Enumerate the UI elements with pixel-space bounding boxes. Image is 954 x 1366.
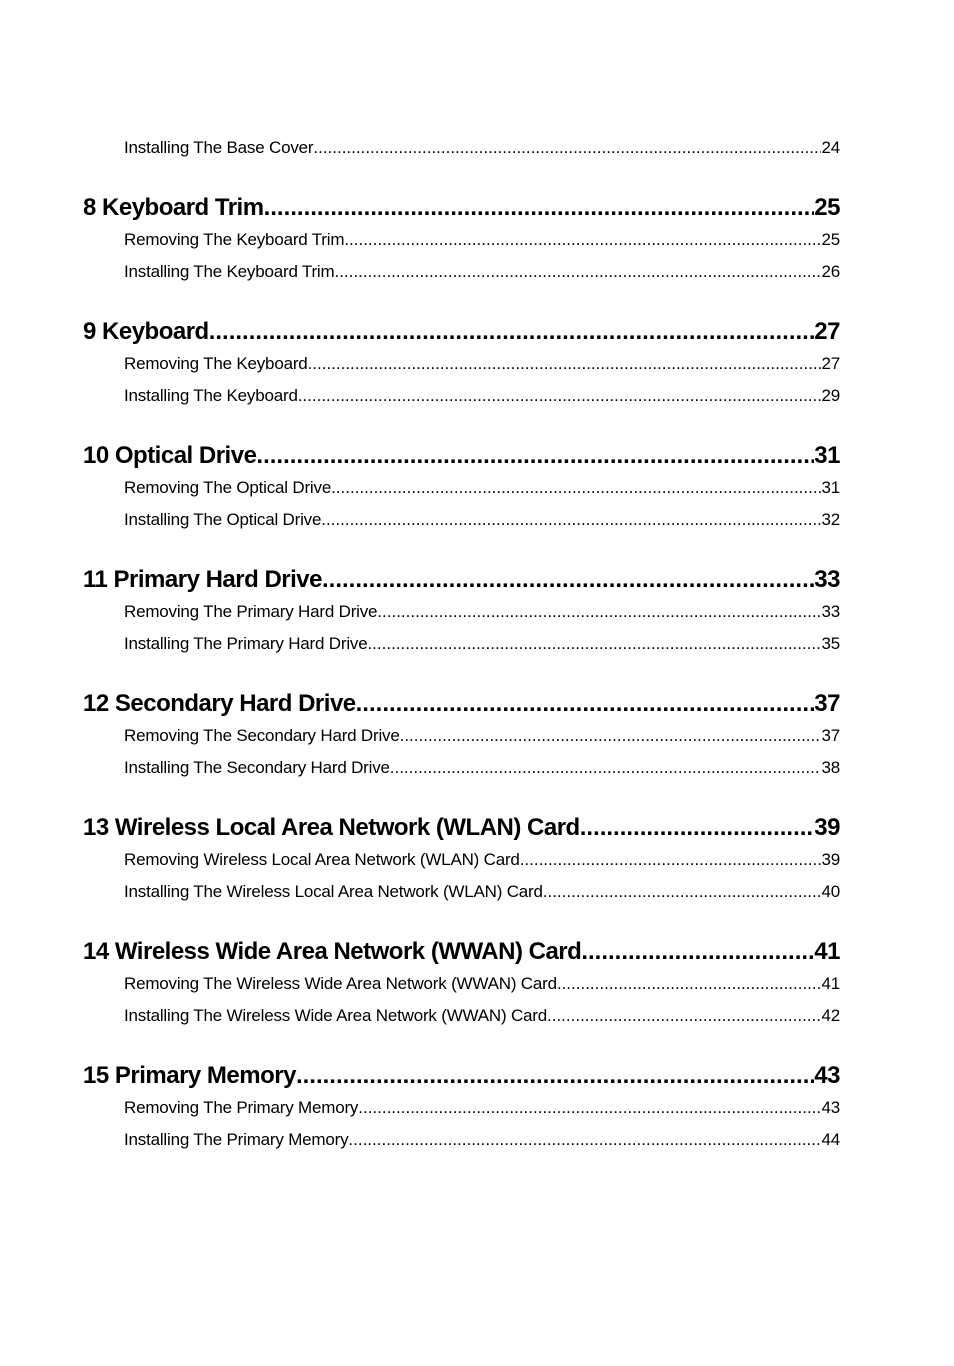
toc-entry[interactable] xyxy=(124,968,840,1000)
toc-entry-label: Installing The Wireless Wide Area Network (WWAN) Card xyxy=(124,1006,548,1025)
toc-entry[interactable] xyxy=(124,720,840,752)
dot-leader xyxy=(296,1060,814,1092)
dot-leader xyxy=(581,936,814,968)
toc-chapter-label: 11 Primary Hard Drive xyxy=(83,566,322,593)
dot-leader xyxy=(580,812,815,844)
toc-chapter[interactable] xyxy=(83,564,840,596)
toc-entry[interactable] xyxy=(124,1124,840,1156)
dot-leader xyxy=(400,720,822,752)
toc-entry-label: Installing The Primary Memory xyxy=(124,1130,349,1149)
toc-chapter-label: 8 Keyboard Trim xyxy=(83,194,264,221)
dot-leader xyxy=(256,440,814,472)
dot-leader xyxy=(390,752,822,784)
toc-entry[interactable] xyxy=(124,628,840,660)
toc-chapter-page: 43 xyxy=(814,1062,840,1089)
toc-entry-page: 32 xyxy=(821,510,840,529)
toc-chapter-label: 12 Secondary Hard Drive xyxy=(83,690,356,717)
toc-entry[interactable] xyxy=(124,348,840,380)
dot-leader xyxy=(344,224,821,256)
toc-entry-page: 37 xyxy=(821,726,840,745)
toc-entry-page: 35 xyxy=(821,634,840,653)
toc-entry-label: Installing The Optical Drive xyxy=(124,510,322,529)
toc-entry[interactable] xyxy=(124,1000,840,1032)
toc-chapter-page: 27 xyxy=(814,318,840,345)
dot-leader xyxy=(331,472,821,504)
dot-leader xyxy=(547,1000,821,1032)
toc-chapter-label: 10 Optical Drive xyxy=(83,442,257,469)
toc-entry-page: 29 xyxy=(821,386,840,405)
toc-entry-label: Removing The Secondary Hard Drive xyxy=(124,726,400,745)
dot-leader xyxy=(348,1124,821,1156)
toc-chapter[interactable] xyxy=(83,316,840,348)
toc-entry[interactable] xyxy=(124,752,840,784)
toc-entry-label: Removing The Wireless Wide Area Network (WWAN) Card xyxy=(124,974,557,993)
dot-leader xyxy=(358,1092,821,1124)
toc-entry[interactable] xyxy=(124,256,840,288)
toc-entry[interactable] xyxy=(124,596,840,628)
toc-chapter-page: 33 xyxy=(814,566,840,593)
dot-leader xyxy=(377,596,821,628)
toc-entry-label: Installing The Secondary Hard Drive xyxy=(124,758,390,777)
toc-chapter-label: 13 Wireless Local Area Network (WLAN) Card xyxy=(83,814,580,841)
toc-chapter-label: 9 Keyboard xyxy=(83,318,209,345)
toc-chapter[interactable] xyxy=(83,192,840,224)
toc-entry-page: 43 xyxy=(821,1098,840,1117)
toc-entry[interactable] xyxy=(124,504,840,536)
toc-chapter-page: 31 xyxy=(814,442,840,469)
toc-entry-label: Installing The Wireless Local Area Network (WLAN) Card xyxy=(124,882,543,901)
dot-leader xyxy=(356,688,815,720)
toc-chapter[interactable] xyxy=(83,1060,840,1092)
toc-entry[interactable] xyxy=(124,1092,840,1124)
table-of-contents xyxy=(83,130,840,1156)
toc-entry-page: 25 xyxy=(821,230,840,249)
toc-entry[interactable] xyxy=(124,380,840,412)
toc-chapter-page: 39 xyxy=(814,814,840,841)
dot-leader xyxy=(520,844,822,876)
toc-chapter-label: 14 Wireless Wide Area Network (WWAN) Card xyxy=(83,938,582,965)
toc-chapter[interactable] xyxy=(83,936,840,968)
toc-entry[interactable] xyxy=(124,224,840,256)
toc-entry-label: Installing The Base Cover xyxy=(124,138,314,157)
toc-chapter[interactable] xyxy=(83,688,840,720)
toc-entry[interactable] xyxy=(124,132,840,164)
dot-leader xyxy=(264,192,815,224)
toc-entry-page: 44 xyxy=(821,1130,840,1149)
toc-chapter-label: 15 Primary Memory xyxy=(83,1062,296,1089)
toc-entry-label: Installing The Keyboard xyxy=(124,386,298,405)
toc-entry-label: Installing The Keyboard Trim xyxy=(124,262,335,281)
toc-entry-label: Removing The Primary Hard Drive xyxy=(124,602,378,621)
toc-entry-page: 33 xyxy=(821,602,840,621)
toc-entry[interactable] xyxy=(124,876,840,908)
dot-leader xyxy=(543,876,822,908)
toc-entry-page: 24 xyxy=(821,138,840,157)
dot-leader xyxy=(209,316,815,348)
dot-leader xyxy=(321,504,821,536)
toc-chapter-page: 25 xyxy=(814,194,840,221)
toc-entry-label: Removing The Keyboard xyxy=(124,354,308,373)
toc-entry-page: 31 xyxy=(821,478,840,497)
toc-entry-label: Removing The Optical Drive xyxy=(124,478,332,497)
dot-leader xyxy=(557,968,822,1000)
dot-leader xyxy=(367,628,821,660)
toc-entry-label: Removing Wireless Local Area Network (WLAN) Card xyxy=(124,850,520,869)
toc-chapter-page: 41 xyxy=(814,938,840,965)
toc-entry-page: 40 xyxy=(821,882,840,901)
dot-leader xyxy=(298,380,822,412)
toc-entry-page: 39 xyxy=(821,850,840,869)
toc-entry[interactable] xyxy=(124,844,840,876)
toc-entry-page: 42 xyxy=(821,1006,840,1025)
dot-leader xyxy=(322,564,814,596)
toc-entry-page: 38 xyxy=(821,758,840,777)
toc-chapter-page: 37 xyxy=(814,690,840,717)
toc-chapter[interactable] xyxy=(83,440,840,472)
toc-entry-page: 41 xyxy=(821,974,840,993)
dot-leader xyxy=(334,256,821,288)
toc-entry-label: Removing The Primary Memory xyxy=(124,1098,359,1117)
toc-entry[interactable] xyxy=(124,472,840,504)
toc-entry-page: 27 xyxy=(821,354,840,373)
toc-chapter[interactable] xyxy=(83,812,840,844)
toc-entry-label: Installing The Primary Hard Drive xyxy=(124,634,368,653)
toc-entry-page: 26 xyxy=(821,262,840,281)
dot-leader xyxy=(313,132,821,164)
dot-leader xyxy=(308,348,822,380)
toc-entry-label: Removing The Keyboard Trim xyxy=(124,230,345,249)
